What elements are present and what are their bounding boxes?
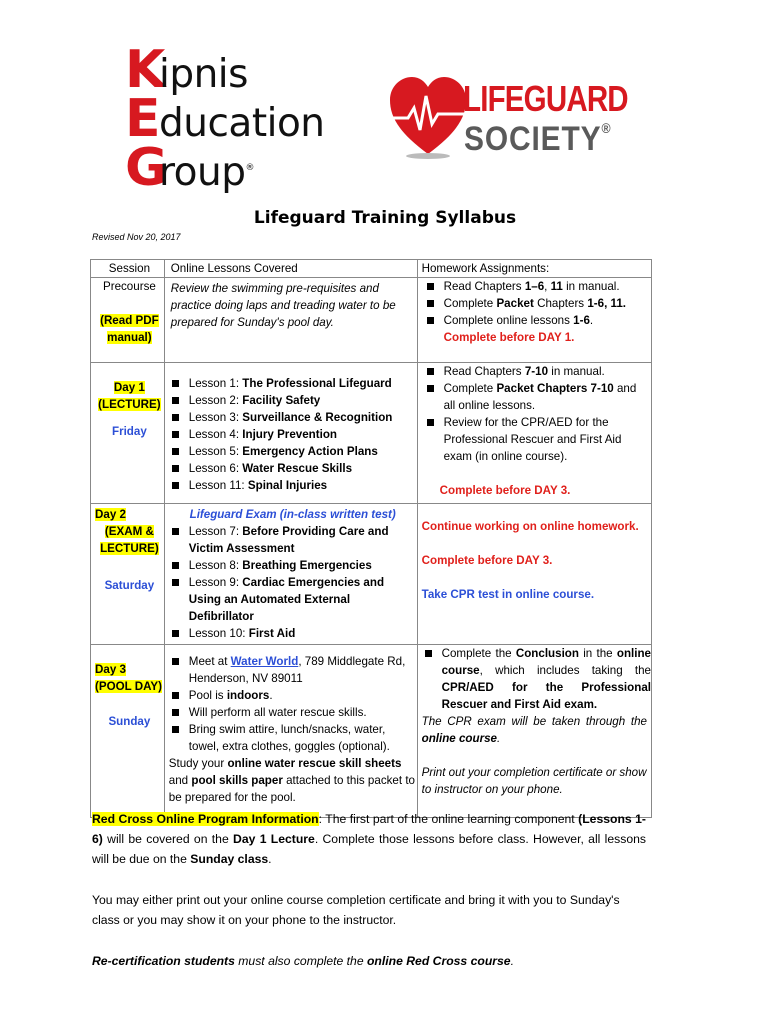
list-item: Lesson 6: Water Rescue Skills bbox=[169, 460, 417, 477]
list-item: Read Chapters 1–6, 11 in manual. bbox=[424, 278, 651, 295]
day2-lessons-list bbox=[169, 523, 417, 642]
table-header-row bbox=[91, 260, 652, 278]
list-item: Complete Packet Chapters 7-10 and all online lessons. bbox=[424, 380, 651, 414]
list-item: Review for the CPR/AED for the Professional Rescuer and First Aid exam (in online course). bbox=[424, 414, 651, 465]
logo-word-ducation: ducation bbox=[159, 101, 325, 146]
certificate-paragraph: You may either print out your online course completion certificate and bring it with you to Sunday's class or you may show it on your phone to the instructor. bbox=[92, 893, 620, 927]
lifeguard-society-logo bbox=[388, 74, 658, 164]
list-item: Lesson 1: The Professional Lifeguard bbox=[169, 375, 417, 392]
list-item: Read Chapters 7-10 in manual. bbox=[424, 363, 651, 380]
session-day1-label: Day 1 bbox=[113, 381, 145, 394]
day3-cpr-note: The CPR exam will be taken through the online course. bbox=[421, 715, 647, 745]
syllabus-table bbox=[90, 259, 652, 818]
precourse-homework-list bbox=[424, 278, 651, 329]
table-row-day1 bbox=[91, 363, 652, 504]
list-item: Meet at Water World, 789 Middlegate Rd, Henderson, NV 89011 bbox=[169, 653, 417, 687]
day3-study-text: Study your online water rescue skill sheets and pool skills paper attached to this packet to be prepared for the pool. bbox=[168, 757, 415, 804]
red-cross-info-paragraph: Red Cross Online Program Information: The first part of the online learning component (Lessons 1-6) will be covered on the Day 1 Lecture. Complete those lessons before class. However, all lessons will be due on the Sunday class. bbox=[92, 812, 646, 866]
session-day1-type-text: (LECTURE) bbox=[98, 398, 161, 411]
header-session: Session bbox=[91, 260, 165, 278]
session-day3-type bbox=[95, 678, 164, 695]
registered-mark: ® bbox=[601, 120, 612, 136]
session-day2-type bbox=[95, 523, 164, 557]
session-day3-label: Day 3 bbox=[95, 663, 126, 676]
session-precourse-note bbox=[95, 312, 164, 346]
day2-exam: Lifeguard Exam (in-class written test) bbox=[189, 508, 396, 521]
session-day3-weekday: Sunday bbox=[108, 715, 151, 728]
list-item: Lesson 9: Cardiac Emergencies and Using an Automated External Defibrillator bbox=[169, 574, 417, 625]
list-item: Complete Packet Chapters 1-6, 11. bbox=[424, 295, 651, 312]
registered-mark: ® bbox=[245, 163, 255, 173]
day2-cpr-test: Take CPR test in online course. bbox=[421, 588, 595, 601]
list-item: Lesson 8: Breathing Emergencies bbox=[169, 557, 417, 574]
red-cross-info-heading: Red Cross Online Program Information bbox=[92, 812, 319, 826]
day3-list bbox=[169, 645, 417, 755]
day1-deadline: Complete before DAY 3. bbox=[439, 484, 571, 497]
precourse-deadline: Complete before DAY 1. bbox=[443, 331, 575, 344]
page-title: Lifeguard Training Syllabus bbox=[253, 208, 517, 228]
session-day2-label: Day 2 bbox=[95, 508, 126, 521]
list-item: Lesson 7: Before Providing Care and Victim Assessment bbox=[169, 523, 417, 557]
revised-date: Revised Nov 20, 2017 bbox=[92, 232, 181, 242]
list-item: Will perform all water rescue skills. bbox=[169, 704, 417, 721]
recertification-paragraph: Re-certification students must also complete the online Red Cross course. bbox=[92, 954, 514, 968]
table-row-day3 bbox=[91, 645, 652, 818]
session-day1 bbox=[95, 379, 164, 396]
day3-print-note: Print out your completion certificate or show to instructor on your phone. bbox=[421, 766, 647, 796]
list-item: Pool is indoors. bbox=[169, 687, 417, 704]
list-item: Complete online lessons 1-6. bbox=[424, 312, 651, 329]
day1-homework-list bbox=[424, 363, 651, 465]
day2-deadline: Complete before DAY 3. bbox=[421, 554, 553, 567]
list-item: Bring swim attire, lunch/snacks, water, towel, extra clothes, goggles (optional). bbox=[169, 721, 417, 755]
session-precourse-note-text: (Read PDF manual) bbox=[100, 314, 159, 344]
list-item: Lesson 11: Spinal Injuries bbox=[169, 477, 417, 494]
header-homework: Homework Assignments: bbox=[417, 260, 651, 278]
water-world-link[interactable]: Water World bbox=[230, 655, 299, 668]
day2-homework-continue: Continue working on online homework. bbox=[421, 520, 639, 533]
logo-word-ipnis: ipnis bbox=[159, 52, 248, 97]
heart-pulse-icon bbox=[388, 74, 468, 160]
list-item: Lesson 4: Injury Prevention bbox=[169, 426, 417, 443]
logo-society-word: SOCIETY bbox=[464, 120, 602, 158]
day1-lessons-list bbox=[169, 363, 417, 494]
session-day1-weekday: Friday bbox=[111, 425, 147, 438]
logo-letter-k: K bbox=[125, 40, 165, 100]
kipnis-logo bbox=[125, 40, 365, 198]
logo-word-roup: roup bbox=[159, 150, 246, 195]
session-day3-type-text: (POOL DAY) bbox=[95, 680, 162, 693]
list-item: Lesson 2: Facility Safety bbox=[169, 392, 417, 409]
logo-lifeguard-text: LIFEGUARD bbox=[463, 78, 628, 119]
logo-society-text bbox=[464, 120, 611, 159]
logo-letter-e: E bbox=[125, 89, 161, 149]
table-row-precourse bbox=[91, 278, 652, 363]
day3-homework-list bbox=[422, 645, 651, 713]
header-online: Online Lessons Covered bbox=[164, 260, 417, 278]
logo-letter-g: G bbox=[125, 138, 168, 198]
precourse-online-text: Review the swimming pre-requisites and practice doing laps and treading water to be prepared for Sunday's pool day. bbox=[170, 282, 396, 329]
session-day2-weekday: Saturday bbox=[104, 579, 155, 592]
table-row-day2 bbox=[91, 504, 652, 645]
session-day2 bbox=[95, 504, 164, 523]
list-item: Lesson 10: First Aid bbox=[169, 625, 417, 642]
session-day2-type-text: (EXAM & LECTURE) bbox=[100, 525, 159, 555]
session-precourse: Precourse bbox=[102, 280, 156, 293]
list-item: Lesson 5: Emergency Action Plans bbox=[169, 443, 417, 460]
list-item: Complete the Conclusion in the online course, which includes taking the CPR/AED for the Professional Rescuer and First Aid exam. bbox=[422, 645, 651, 713]
session-day3 bbox=[95, 661, 164, 678]
session-day1-type bbox=[95, 396, 164, 413]
list-item: Lesson 3: Surveillance & Recognition bbox=[169, 409, 417, 426]
